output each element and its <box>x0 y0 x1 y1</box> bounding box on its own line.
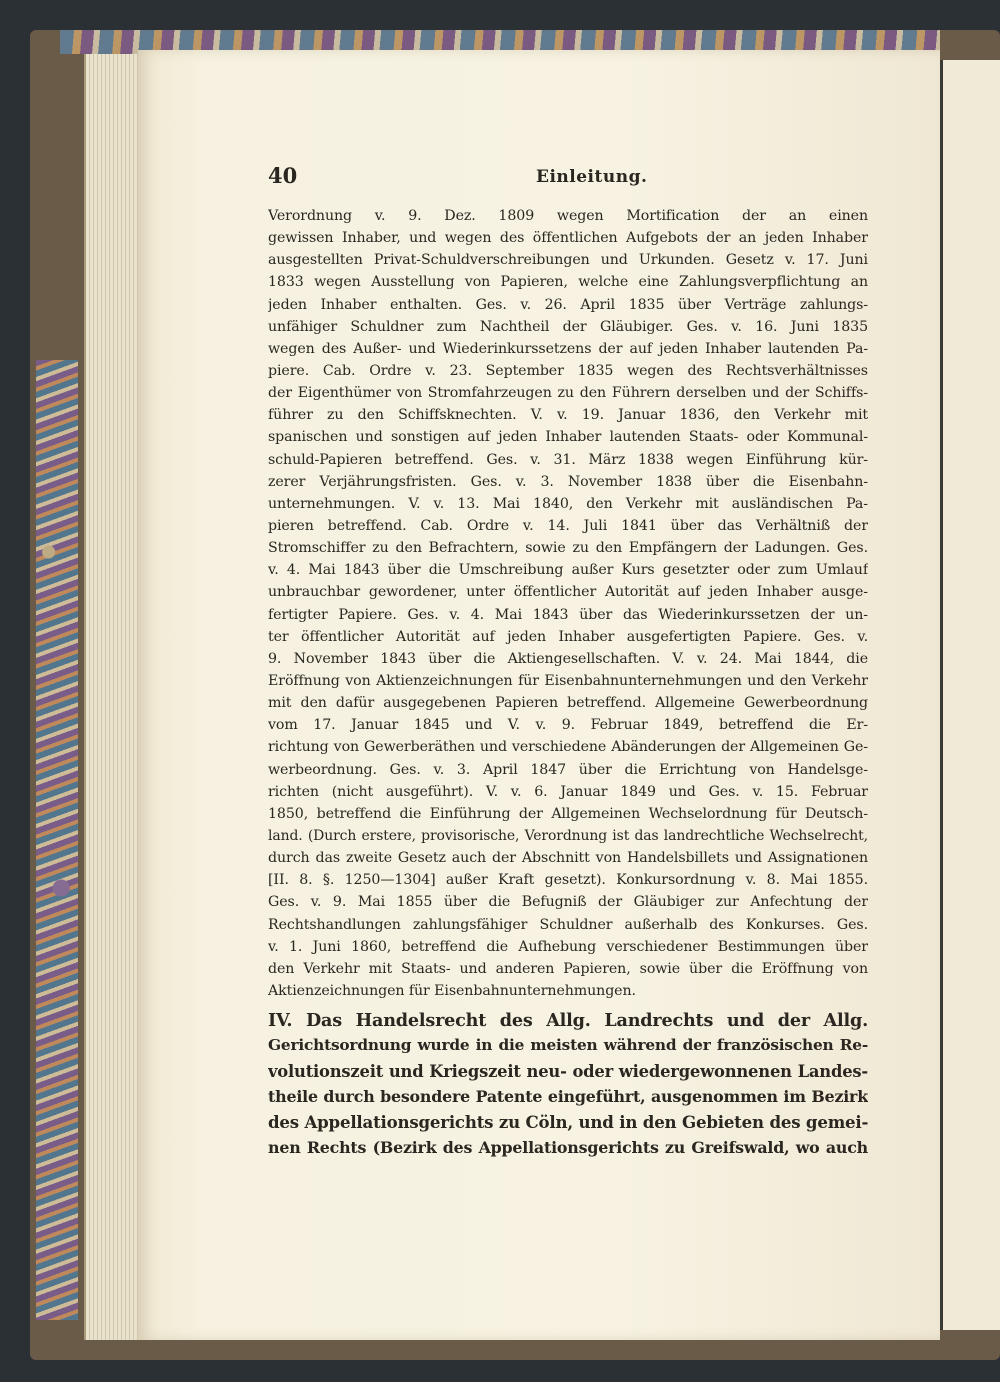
text-line: richten (nicht ausgeführt). V. v. 6. Januar 1849 und Ges. v. 15. Februar <box>268 783 868 800</box>
text-line: werbeordnung. Ges. v. 3. April 1847 über die Errichtung von Handelsge- <box>268 761 868 778</box>
text-line: fertigter Papiere. Ges. v. 4. Mai 1843 über das Wiederinkurssetzen der un- <box>268 606 868 623</box>
text-line: unbrauchbar gewordener, unter öffentlicher Autorität auf jeden Inhaber ausge- <box>268 584 868 601</box>
text-line: unfähiger Schuldner zum Nachtheil der Gläubiger. Ges. v. 16. Juni 1835 <box>268 318 868 335</box>
text-line: nen Rechts (Bezirk des Appellationsgerichts zu Greifswald, wo auch <box>268 1138 868 1158</box>
facing-page-edge <box>940 60 1000 1330</box>
page-header <box>268 163 868 193</box>
text-line: mit den dafür ausgegebenen Papieren betreffend. Allgemeine Gewerbeordnung <box>268 695 868 712</box>
text-line: spanischen und sonstigen auf jeden Inhaber lautenden Staats- oder Kommunal- <box>268 429 868 446</box>
paragraph-legislation-list <box>268 205 868 1002</box>
text-line: Verordnung v. 9. Dez. 1809 wegen Mortification der an einen <box>268 208 868 224</box>
text-line: zerer Verjährungsfristen. Ges. v. 3. November 1838 über die Eisenbahn- <box>268 473 868 490</box>
text-line: richtung von Gewerberäthen und verschiedene Abänderungen der Allgemeinen Ge- <box>268 739 868 756</box>
marbled-edge-left <box>36 360 78 1320</box>
text-line: pieren betreffend. Cab. Ordre v. 14. Juli 1841 über das Verhältniß der <box>268 517 868 534</box>
text-line: land. (Durch erstere, provisorische, Verordnung ist das landrechtliche Wechselrecht, <box>268 827 868 844</box>
text-line: durch das zweite Gesetz auch der Abschnitt von Handelsbillets und Assignationen <box>268 850 868 867</box>
text-line: führer zu den Schiffsknechten. V. v. 19. Januar 1836, den Verkehr mit <box>268 407 868 424</box>
text-line: wegen des Außer- und Wiederinkurssetzens der auf jeden Inhaber lautenden Pa- <box>268 340 868 357</box>
text-line: gewissen Inhaber, und wegen des öffentlichen Aufgebots der an jeden Inhaber <box>268 230 868 247</box>
paragraph-section-iv <box>268 1008 868 1160</box>
page-number: 40 <box>268 163 298 188</box>
text-line: jeden Inhaber enthalten. Ges. v. 26. April 1835 über Verträge zahlungs- <box>268 296 868 313</box>
text-line: unternehmungen. V. v. 13. Mai 1840, den Verkehr mit ausländischen Pa- <box>268 495 868 512</box>
text-line: ausgestellten Privat-Schuldverschreibungen und Urkunden. Gesetz v. 17. Juni <box>268 252 868 269</box>
text-line: Aktienzeichnungen für Eisenbahnunternehmungen. <box>268 982 636 999</box>
text-line: 9. November 1843 über die Aktiengesellschaften. V. v. 24. Mai 1844, die <box>268 650 868 667</box>
text-line: theile durch besondere Patente eingeführt, ausgenommen im Bezirk <box>268 1087 868 1107</box>
text-line: piere. Cab. Ordre v. 23. September 1835 wegen des Rechtsverhältnisses <box>268 362 868 379</box>
text-line: 1850, betreffend die Einführung der Allgemeinen Wechselordnung für Deutsch- <box>268 805 868 822</box>
text-line: ter öffentlicher Autorität auf jeden Inhaber ausgefertigten Papiere. Ges. v. <box>268 628 868 645</box>
text-line: schuld-Papieren betreffend. Ges. v. 31. März 1838 wegen Einführung kür- <box>268 451 868 468</box>
text-line: Stromschiffer zu den Befrachtern, sowie zu den Empfängern der Ladungen. Ges. <box>268 540 868 557</box>
text-line: v. 1. Juni 1860, betreffend die Aufhebung verschiedener Bestimmungen über <box>268 938 868 955</box>
text-line: der Eigenthümer von Stromfahrzeugen zu den Führern derselben und der Schiffs- <box>268 385 868 402</box>
text-line: Ges. v. 9. Mai 1855 über die Befugniß der Gläubiger zur Anfechtung der <box>268 894 868 911</box>
text-line: Eröffnung von Aktienzeichnungen für Eisenbahnunternehmungen und den Verkehr <box>268 672 868 689</box>
text-line: vom 17. Januar 1845 und V. v. 9. Februar 1849, betreffend die Er- <box>268 717 868 734</box>
text-line: v. 4. Mai 1843 über die Umschreibung außer Kurs gesetzter oder zum Umlauf <box>268 562 868 579</box>
text-line: des Appellationsgerichts zu Cöln, und in den Gebieten des gemei- <box>268 1111 868 1132</box>
running-head: Einleitung. <box>536 167 648 187</box>
text-line: volutionszeit und Kriegszeit neu- oder wiedergewonnenen Landes- <box>268 1061 868 1081</box>
page-edges <box>84 54 142 1340</box>
text-line: 1833 wegen Ausstellung von Papieren, welche eine Zahlungsverpflichtung an <box>268 274 868 291</box>
text-line: den Verkehr mit Staats- und anderen Papieren, sowie über die Eröffnung von <box>268 960 868 977</box>
text-line: IV. Das Handelsrecht des Allg. Landrechts und der Allg. <box>268 1010 868 1032</box>
text-line: Rechtshandlungen zahlungsfähiger Schuldner außerhalb des Konkurses. Ges. <box>268 916 868 933</box>
text-line: Gerichtsordnung wurde in die meisten während der französischen Re- <box>268 1036 868 1055</box>
text-line: [II. 8. §. 1250—1304] außer Kraft gesetzt). Konkursordnung v. 8. Mai 1855. <box>268 872 868 889</box>
body-text <box>268 205 868 1160</box>
